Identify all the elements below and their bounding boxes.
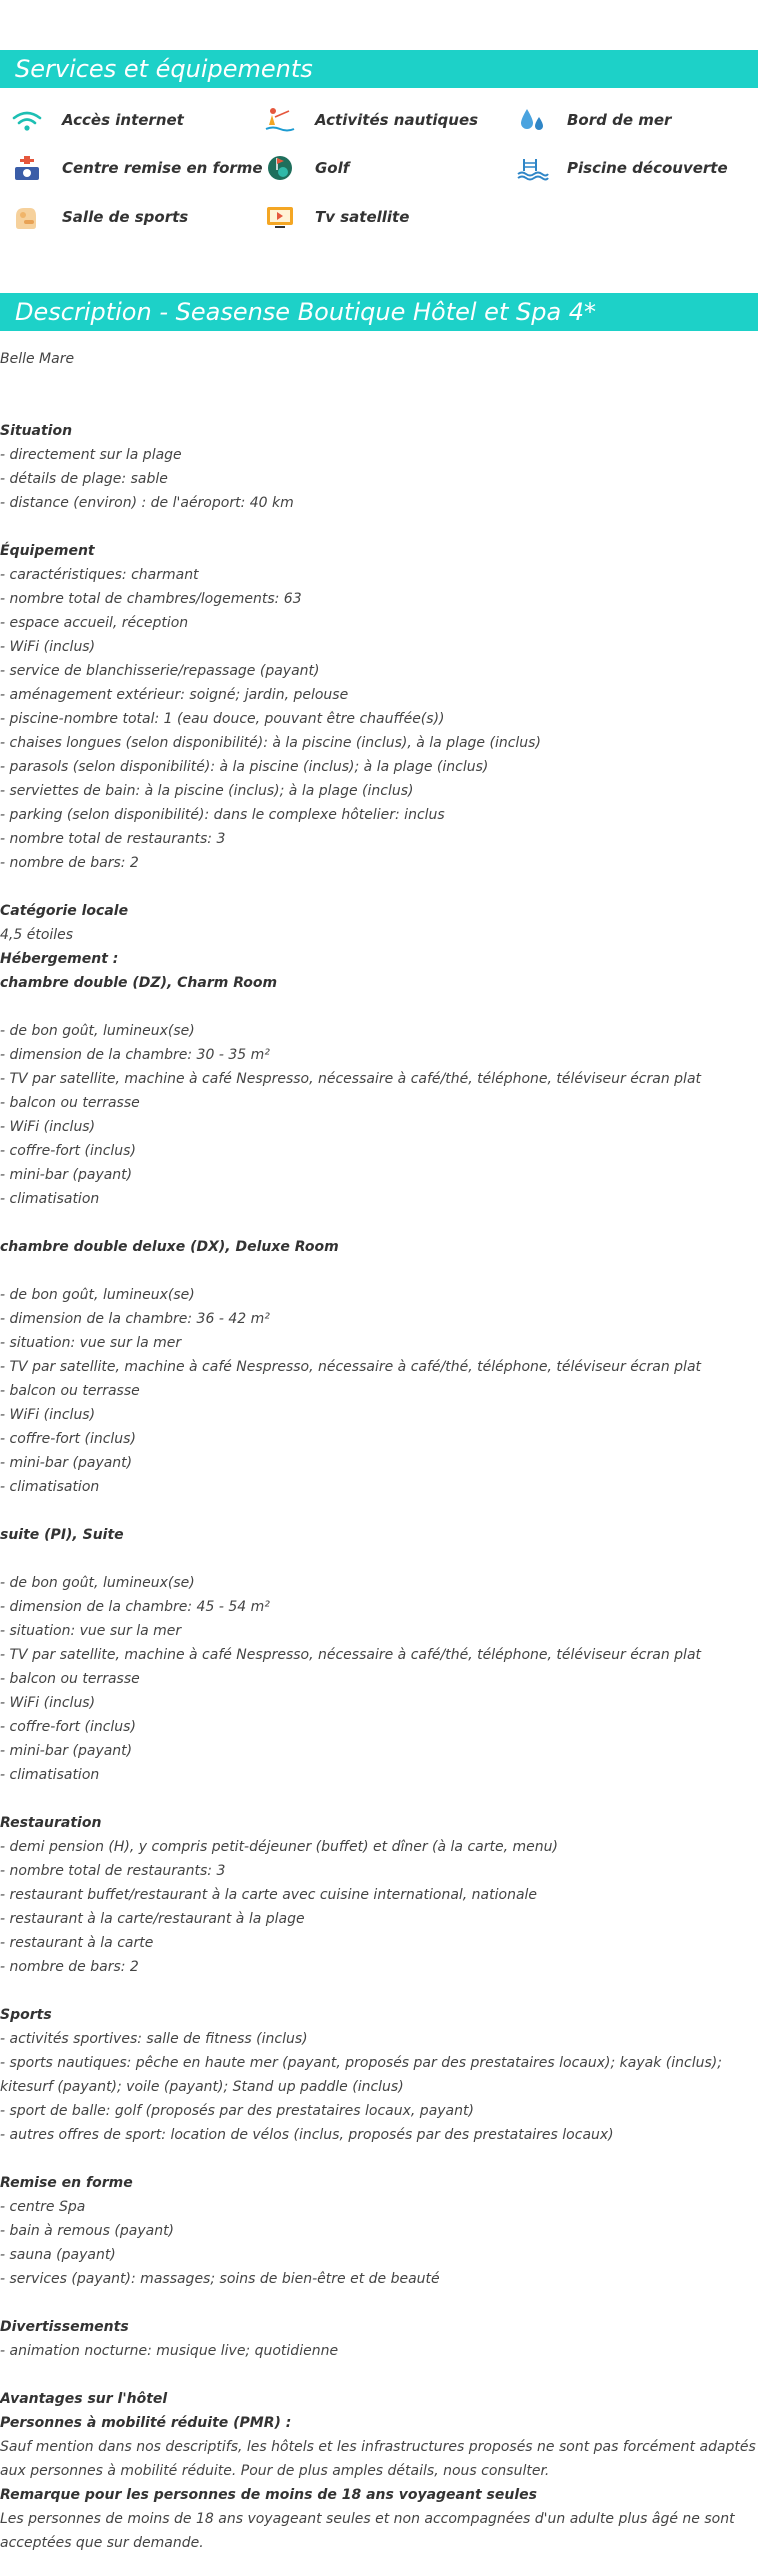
description-line xyxy=(0,1499,758,1523)
description-line: - sport de balle: golf (proposés par des prestataires locaux, payant) xyxy=(0,2103,474,2119)
description-line: - de bon goût, lumineux(se) xyxy=(0,1575,195,1591)
description-line: - situation: vue sur la mer xyxy=(0,1335,182,1351)
description-line: - piscine-nombre total: 1 (eau douce, pouvant être chauffée(s)) xyxy=(0,711,445,727)
description-line: - animation nocturne: musique live; quotidienne xyxy=(0,2343,339,2359)
description-line: - balcon ou terrasse xyxy=(0,1383,140,1399)
description-heading: suite (PI), Suite xyxy=(0,1527,124,1543)
golf-icon xyxy=(263,153,297,183)
description-line xyxy=(0,371,758,395)
amenity-seaside xyxy=(515,105,671,135)
description-line: - de bon goût, lumineux(se) xyxy=(0,1023,195,1039)
water-drops-icon xyxy=(515,105,549,135)
amenity-fitness-center xyxy=(10,153,263,183)
amenity-label: Accès internet xyxy=(62,111,184,129)
description-line: - coffre-fort (inclus) xyxy=(0,1431,136,1447)
description-line: - WiFi (inclus) xyxy=(0,1119,96,1135)
amenity-satellite-tv xyxy=(263,202,409,232)
description-line: - demi pension (H), y compris petit-déjeuner (buffet) et dîner (à la carte, menu) xyxy=(0,1839,558,1855)
description-line: - de bon goût, lumineux(se) xyxy=(0,1287,195,1303)
description-line: - bain à remous (payant) xyxy=(0,2223,175,2239)
description-line: 4,5 étoiles xyxy=(0,927,74,943)
description-line: - climatisation xyxy=(0,1191,100,1207)
description-body xyxy=(0,347,758,2555)
swimming-pool-icon xyxy=(515,153,549,183)
description-line: - dimension de la chambre: 45 - 54 m² xyxy=(0,1599,270,1615)
description-heading: Divertissements xyxy=(0,2319,129,2335)
description-line: - coffre-fort (inclus) xyxy=(0,1719,136,1735)
description-line: - activités sportives: salle de fitness (inclus) xyxy=(0,2031,308,2047)
amenity-internet xyxy=(10,105,184,135)
description-line xyxy=(0,1547,758,1571)
description-line xyxy=(0,395,758,419)
description-line: - chaises longues (selon disponibilité): à la piscine (inclus), à la plage (inclus) xyxy=(0,735,541,751)
description-line xyxy=(0,1979,758,2003)
description-line: - mini-bar (payant) xyxy=(0,1455,133,1471)
water-skiing-icon xyxy=(263,105,297,135)
description-line xyxy=(0,2147,758,2171)
description-line: - autres offres de sport: location de vélos (inclus, proposés par des prestataires locaux) xyxy=(0,2127,614,2143)
fitness-scale-icon xyxy=(10,153,44,183)
amenity-label: Activités nautiques xyxy=(315,111,479,129)
description-line: - services (payant): massages; soins de bien-être et de beauté xyxy=(0,2271,440,2287)
services-section-title: Services et équipements xyxy=(0,50,758,88)
description-line: Belle Mare xyxy=(0,351,75,367)
description-line xyxy=(0,515,758,539)
description-line: - caractéristiques: charmant xyxy=(0,567,199,583)
description-line: - service de blanchisserie/repassage (payant) xyxy=(0,663,320,679)
tv-icon xyxy=(263,202,297,232)
description-line: - sauna (payant) xyxy=(0,2247,116,2263)
description-heading: Remarque pour les personnes de moins de 18 ans voyageant seules xyxy=(0,2487,537,2503)
description-heading: Catégorie locale xyxy=(0,903,129,919)
amenity-outdoor-pool xyxy=(515,153,728,183)
description-line: - espace accueil, réception xyxy=(0,615,189,631)
description-heading: Hébergement : xyxy=(0,951,119,967)
amenity-label: Salle de sports xyxy=(62,208,189,226)
description-heading: Équipement xyxy=(0,543,95,559)
description-line: - restaurant à la carte xyxy=(0,1935,154,1951)
description-heading: Sports xyxy=(0,2007,52,2023)
description-heading: Avantages sur l'hôtel xyxy=(0,2391,168,2407)
description-line: - parking (selon disponibilité): dans le complexe hôtelier: inclus xyxy=(0,807,445,823)
gym-icon xyxy=(10,202,44,232)
description-line: - dimension de la chambre: 30 - 35 m² xyxy=(0,1047,270,1063)
description-line: - restaurant à la carte/restaurant à la plage xyxy=(0,1911,305,1927)
description-line: - TV par satellite, machine à café Nespresso, nécessaire à café/thé, téléphone, téléviseur écran plat xyxy=(0,1647,702,1663)
description-line: - climatisation xyxy=(0,1767,100,1783)
description-line xyxy=(0,1787,758,1811)
description-line: - centre Spa xyxy=(0,2199,86,2215)
description-line: - climatisation xyxy=(0,1479,100,1495)
description-line xyxy=(0,1211,758,1235)
wifi-icon xyxy=(10,105,44,135)
amenity-label: Centre remise en forme xyxy=(62,159,263,177)
description-line: - parasols (selon disponibilité): à la piscine (inclus); à la plage (inclus) xyxy=(0,759,489,775)
amenity-label: Piscine découverte xyxy=(567,159,728,177)
amenity-gym xyxy=(10,202,188,232)
description-line: - WiFi (inclus) xyxy=(0,1695,96,1711)
description-line: - TV par satellite, machine à café Nespresso, nécessaire à café/thé, téléphone, téléviseur écran plat xyxy=(0,1071,702,1087)
description-line: Les personnes de moins de 18 ans voyageant seules et non accompagnées d'un adulte plus âgé ne sont acceptées que sur demande. xyxy=(0,2511,735,2551)
amenity-water-activities xyxy=(263,105,478,135)
description-line: - mini-bar (payant) xyxy=(0,1743,133,1759)
description-line: - WiFi (inclus) xyxy=(0,1407,96,1423)
amenity-golf xyxy=(263,153,349,183)
description-line xyxy=(0,875,758,899)
description-line: - nombre total de restaurants: 3 xyxy=(0,1863,226,1879)
description-line: - distance (environ) : de l'aéroport: 40 km xyxy=(0,495,294,511)
description-heading: chambre double (DZ), Charm Room xyxy=(0,975,278,991)
description-heading: Situation xyxy=(0,423,73,439)
description-line: - coffre-fort (inclus) xyxy=(0,1143,136,1159)
description-line: - situation: vue sur la mer xyxy=(0,1623,182,1639)
description-line: - nombre de bars: 2 xyxy=(0,1959,139,1975)
description-line: - aménagement extérieur: soigné; jardin, pelouse xyxy=(0,687,349,703)
description-line: - TV par satellite, machine à café Nespresso, nécessaire à café/thé, téléphone, téléviseur écran plat xyxy=(0,1359,702,1375)
description-heading: chambre double deluxe (DX), Deluxe Room xyxy=(0,1239,339,1255)
description-line: - détails de plage: sable xyxy=(0,471,168,487)
description-line xyxy=(0,1259,758,1283)
description-line: Sauf mention dans nos descriptifs, les hôtels et les infrastructures proposés ne sont pas forcément adaptés aux personnes à mobilité réduite. Pour de plus amples détails, nous consulter. xyxy=(0,2439,756,2479)
description-line: - nombre total de restaurants: 3 xyxy=(0,831,226,847)
description-line: - balcon ou terrasse xyxy=(0,1095,140,1111)
amenity-label: Golf xyxy=(315,159,350,177)
description-line: - dimension de la chambre: 36 - 42 m² xyxy=(0,1311,270,1327)
description-section-title: Description - Seasense Boutique Hôtel et Spa 4* xyxy=(0,293,758,331)
description-line: - balcon ou terrasse xyxy=(0,1671,140,1687)
description-line: - serviettes de bain: à la piscine (inclus); à la plage (inclus) xyxy=(0,783,414,799)
description-heading: Remise en forme xyxy=(0,2175,133,2191)
description-line xyxy=(0,2291,758,2315)
description-line: - nombre total de chambres/logements: 63 xyxy=(0,591,302,607)
description-heading: Restauration xyxy=(0,1815,102,1831)
description-line xyxy=(0,2363,758,2387)
description-heading: Personnes à mobilité réduite (PMR) : xyxy=(0,2415,292,2431)
description-line: - WiFi (inclus) xyxy=(0,639,96,655)
description-line: - restaurant buffet/restaurant à la carte avec cuisine international, nationale xyxy=(0,1887,538,1903)
amenity-label: Bord de mer xyxy=(567,111,672,129)
description-line: - nombre de bars: 2 xyxy=(0,855,139,871)
description-line xyxy=(0,995,758,1019)
description-line: - directement sur la plage xyxy=(0,447,182,463)
amenity-label: Tv satellite xyxy=(315,208,410,226)
description-line: - sports nautiques: pêche en haute mer (payant, proposés par des prestataires locaux); kayak (inclus); kitesurf (payant); voile (payant); Stand up paddle (inclus) xyxy=(0,2055,722,2095)
description-line: - mini-bar (payant) xyxy=(0,1167,133,1183)
